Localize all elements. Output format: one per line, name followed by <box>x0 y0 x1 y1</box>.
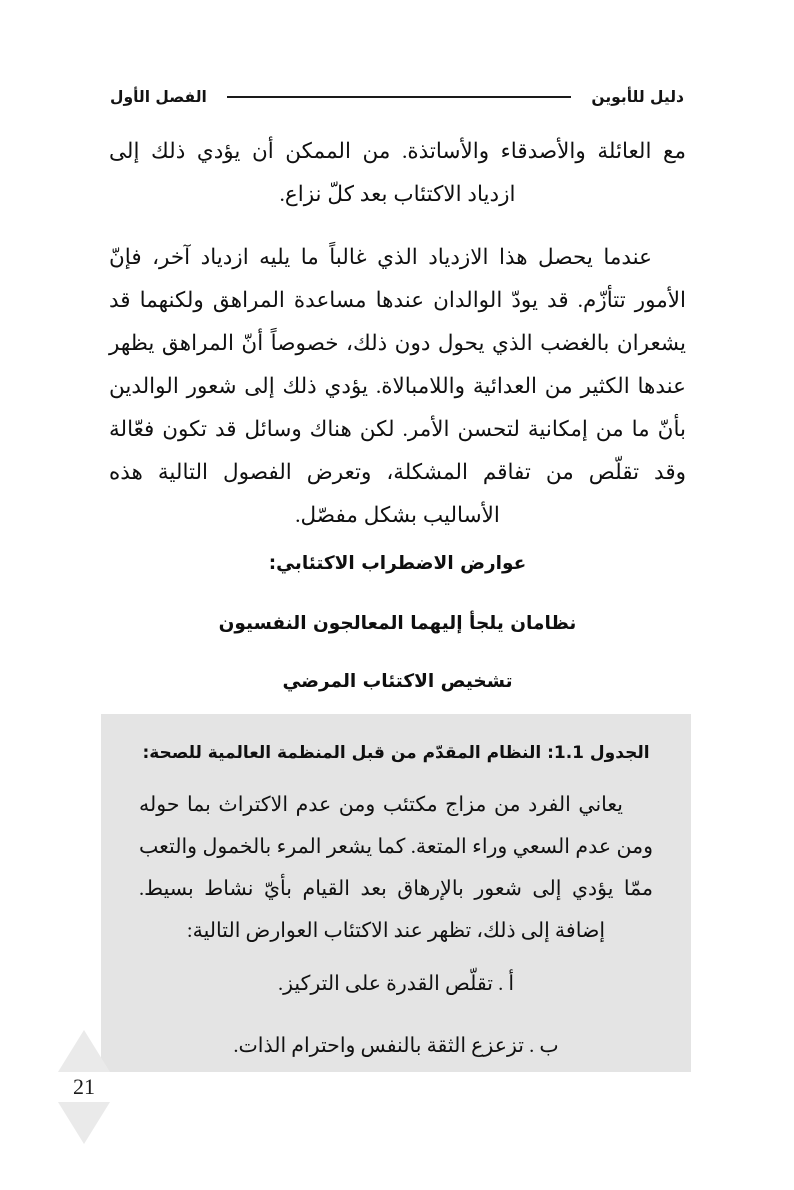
heading-two-systems: نظامان يلجأ إليهما المعالجون النفسيون <box>218 613 577 634</box>
header-divider-rule <box>227 96 572 98</box>
callout-box-table-1-1 <box>101 714 691 1072</box>
paragraph-body: عندما يحصل هذا الازدياد الذي غالباً ما يليه ازدياد آخر، فإنّ الأمور تتأزّم. قد يودّ الوالدان عندها مساعدة المراهق ولكنهما قد يشعران بالغضب الذي يحول دون ذلك، خصوصاً أنّ المراهق يظهر عندها الكثير من العدائية واللامبالاة. يؤدي ذلك إلى شعور الوالدين بأنّ ما من إمكانية لتحسن الأمر. لكن هناك وسائل قد تكون فعّالة وقد تقلّص من تفاقم المشكلة، وتعرض الفصول التالية هذه الأساليب بشكل مفصّل. <box>109 245 686 527</box>
section-headings-group <box>109 551 686 695</box>
list-item: ب . تزعزع الثقة بالنفس واحترام الذات. <box>233 1035 559 1057</box>
callout-caption: الجدول 1.1: النظام المقدّم من قبل المنظمة العالمية للصحة: <box>142 743 650 763</box>
heading-diagnosis: تشخيص الاكتئاب المرضي <box>282 671 513 692</box>
running-header-book-title: دليل للأبوين <box>591 88 684 106</box>
page-folio <box>48 1030 120 1170</box>
body-text-column <box>109 130 686 537</box>
triangle-up-icon <box>58 1030 110 1072</box>
page-number: 21 <box>73 1074 95 1099</box>
running-header <box>110 80 684 114</box>
heading-symptoms: عوارض الاضطراب الاكتئابي: <box>268 553 527 574</box>
list-item: أ . تقلّص القدرة على التركيز. <box>277 973 515 995</box>
callout-symptom-list <box>131 968 661 1062</box>
paragraph-continuation: مع العائلة والأصدقاء والأساتذة. من الممكن أن يؤدي ذلك إلى ازدياد الاكتئاب بعد كلّ نزاع. <box>109 139 686 206</box>
callout-paragraph: يعاني الفرد من مزاج مكتئب ومن عدم الاكتراث بما حوله ومن عدم السعي وراء المتعة. كما يشعر المرء بالخمول والتعب ممّا يؤدي إلى شعور بالإرهاق بعد القيام بأيّ نشاط بسيط. إضافة إلى ذلك، تظهر عند الاكتئاب العوارض التالية: <box>139 794 653 942</box>
triangle-down-icon <box>58 1102 110 1144</box>
running-header-chapter-title: الفصل الأول <box>110 88 207 106</box>
